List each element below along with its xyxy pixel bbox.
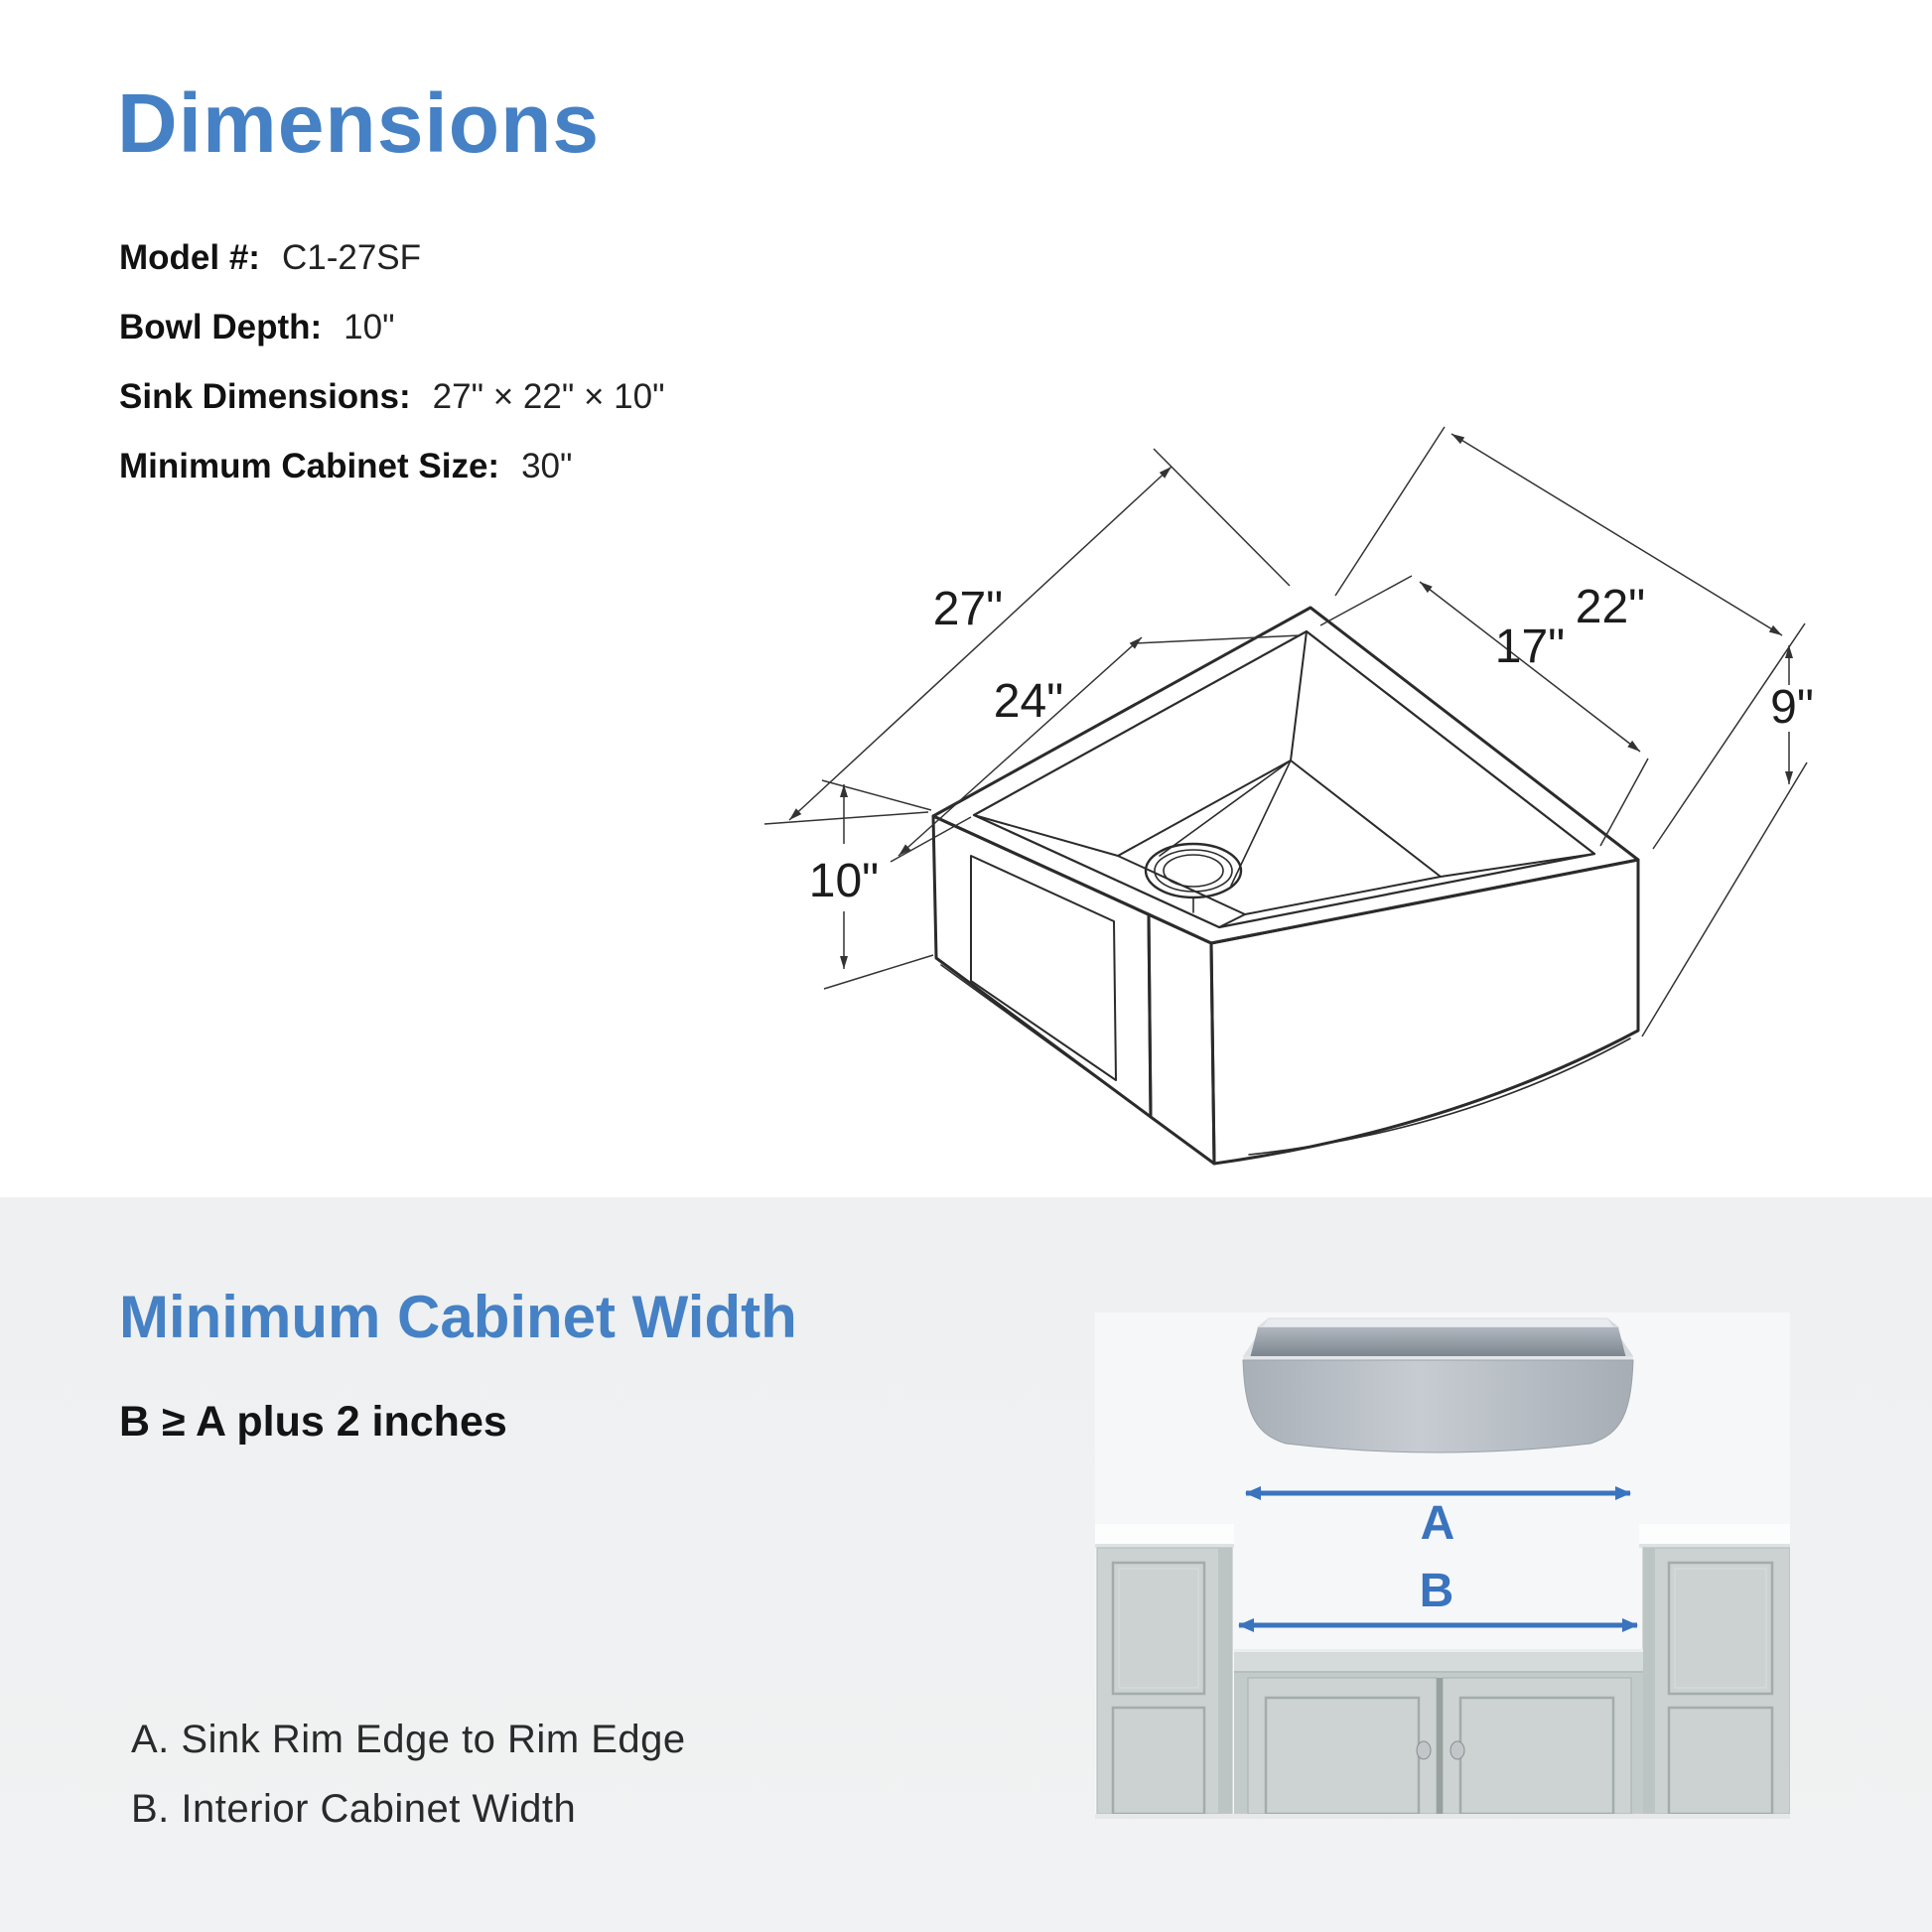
- note-a: A. Sink Rim Edge to Rim Edge: [131, 1718, 686, 1761]
- right-cabinet: [1639, 1524, 1790, 1814]
- door-knob: [1450, 1741, 1464, 1759]
- center-cabinet: [1234, 1649, 1643, 1814]
- apron-sink-photo: [1243, 1318, 1633, 1452]
- label-b: B: [1419, 1565, 1454, 1617]
- minimum-cabinet-width-section: [0, 1197, 1932, 1932]
- note-b: B. Interior Cabinet Width: [131, 1787, 577, 1831]
- cabinet-diagram: [1095, 1312, 1790, 1819]
- spec-label: Minimum Cabinet Size:: [119, 447, 500, 485]
- door-knob: [1417, 1741, 1431, 1759]
- drain-circle: [1146, 844, 1241, 897]
- label-a: A: [1420, 1497, 1455, 1550]
- dim-line-27: [789, 467, 1172, 820]
- spec-value: C1-27SF: [281, 238, 422, 277]
- dim-label-22: 22": [1575, 581, 1646, 633]
- left-cabinet: [1095, 1524, 1234, 1814]
- dimension-lines: [764, 427, 1807, 1036]
- dim-label-10: 10": [808, 855, 880, 907]
- spec-label: Bowl Depth:: [119, 308, 323, 346]
- spec-label: Sink Dimensions:: [119, 377, 411, 416]
- spec-label: Model #:: [119, 238, 260, 277]
- dimension-labels: [809, 581, 1814, 907]
- dim-label-27: 27": [932, 583, 1004, 635]
- page-title: Dimensions: [117, 76, 601, 170]
- spec-value: 30": [521, 447, 573, 485]
- spec-value: 27" × 22" × 10": [432, 377, 665, 416]
- dim-line-24: [898, 637, 1142, 856]
- cabinet-formula: B ≥ A plus 2 inches: [119, 1398, 507, 1446]
- dim-label-17: 17": [1494, 621, 1566, 673]
- spec-value: 10": [344, 308, 395, 346]
- dim-label-9: 9": [1770, 681, 1814, 734]
- dim-label-24: 24": [993, 675, 1064, 728]
- photo-bottom-edge: [1095, 1814, 1790, 1819]
- cabinet-section-title: Minimum Cabinet Width: [119, 1284, 797, 1350]
